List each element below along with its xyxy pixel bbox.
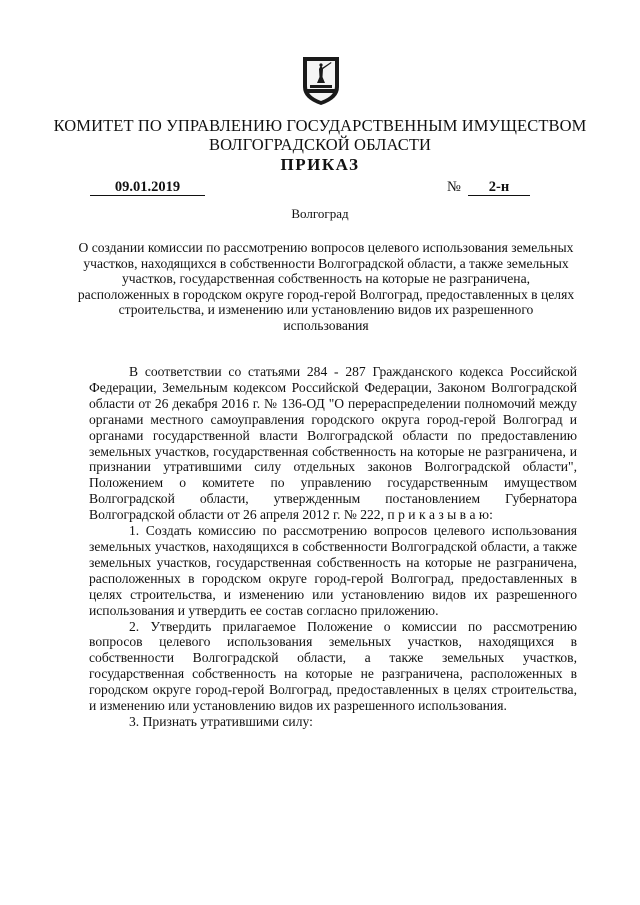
item-2-paragraph: 2. Утвердить прилагаемое Положение о комиссии по рассмотрению вопросов целевого использования земельных участков, находящихся в собственности Волгоградской области, а также земельных участков, государственная собственность на которые не разграничена, расположенных в городском округе город-герой Волгоград, предоставленных в целях строительства, и изменению или установлению видов их разрешенного использования.: [89, 618, 577, 714]
order-number: 2-н: [468, 179, 530, 196]
order-date: 09.01.2019: [90, 179, 205, 196]
volgograd-coat-of-arms-icon: [300, 55, 342, 107]
order-number-label: №: [447, 179, 461, 195]
organization-name: КОМИТЕТ ПО УПРАВЛЕНИЮ ГОСУДАРСТВЕННЫМ ИМУЩЕСТВОМ ВОЛГОГРАДСКОЙ ОБЛАСТИ: [53, 116, 587, 154]
order-body: [89, 364, 577, 733]
city: Волгоград: [291, 206, 349, 221]
document-type: ПРИКАЗ: [280, 155, 360, 174]
order-subject: О создании комиссии по рассмотрению вопросов целевого использования земельных участков, находящихся в собственности Волгоградской области, а также земельных участков, государственная собственность на которые не разграничена, расположенных в городском округе город-герой Волгоград, предоставленных в целях строительства, и изменению или установлению видов их разрешенного использования: [77, 240, 575, 333]
preamble-paragraph: В соответствии со статьями 284 - 287 Гражданского кодекса Российской Федерации, Земельным кодексом Российской Федерации, Законом Волгоградской области от 26 декабря 2016 г. № 136-ОД "О перераспределении полномочий между органами местного самоуправления городского округа город-герой Волгоград и органами государственной власти Волгоградской области по предоставлению земельных участков, государственная собственность на которые не разграничена, и признании утратившими силу отдельных законов Волгоградской области", Положением о комитете по управлению государственным имуществом Волгоградской области, утвержденным постановлением Губернатора Волгоградской области от 26 апреля 2012 г. № 222, п р и к а з ы в а ю:: [89, 364, 577, 523]
item-3-paragraph: 3. Признать утратившими силу:: [129, 713, 313, 729]
item-1-paragraph: 1. Создать комиссию по рассмотрению вопросов целевого использования земельных участков, находящихся в собственности Волгоградской области, а также земельных участков, государственная собственность на которые не разграничена, расположенных в городском округе город-герой Волгоград, предоставленных в целях строительства, и изменению или установлению видов их разрешенного использования и утвердить ее состав согласно приложению.: [89, 523, 577, 618]
